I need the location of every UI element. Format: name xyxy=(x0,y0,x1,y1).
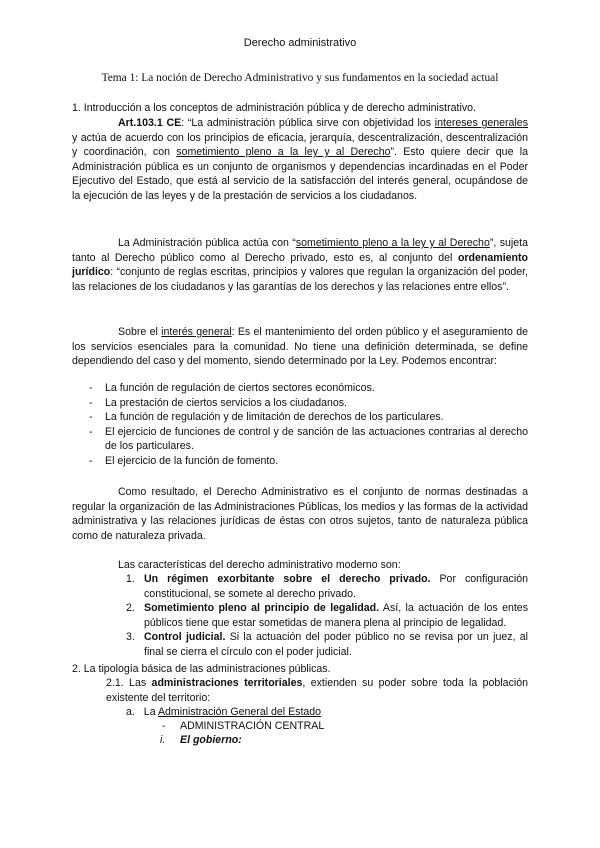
underline-age: Administración General del Estado xyxy=(157,706,322,718)
page-header: Derecho administrativo xyxy=(243,37,357,49)
item-a: a. La Administración General del Estado xyxy=(126,706,322,718)
page-title: Tema 1: La noción de Derecho Administrativo y sus fundamentos en la sociedad actual xyxy=(101,72,499,84)
article-reference: Art.103.1 CE xyxy=(118,117,182,129)
list-item: - La prestación de ciertos servicios a los ciudadanos. xyxy=(88,396,528,411)
paragraph-interes-general: Sobre el interés general: Es el mantenimiento del orden público y el aseguramiento de los servicios esenciales para la comunidad. No tiene una definición determinada, se define dependiendo del caso y del momento, siendo determinado por la Ley. Podemos encontrar: xyxy=(72,326,528,368)
section-1-heading: 1. Introducción a los conceptos de administración pública y de derecho administrativo. xyxy=(72,102,476,114)
item-i-gobierno: i. El gobierno: xyxy=(160,734,242,746)
paragraph-resultado: Como resultado, el Derecho Administrativo es el conjunto de normas destinadas a regular la organización de las Administraciones Públicas, los medios y las formas de la actividad administrativa y las relaciones jurídicas de éstas con otros sujetos, tanto de naturaleza pública como de naturaleza privada. xyxy=(72,486,528,542)
features-list xyxy=(126,572,528,660)
underline-sometimiento-2: sometimiento pleno a la ley y al Derecho xyxy=(295,237,490,249)
feature-item: 2. Sometimiento pleno al principio de legalidad. Así, la actuación de los entes públicos tiene que estar sometidas de manera plena al principio de legalidad. xyxy=(126,602,528,629)
list-item: - El ejercicio de funciones de control y de sanción de las actuaciones contrarias al derecho de los particulares. xyxy=(88,425,528,454)
bold-ordenamiento-juridico: ordenamiento jurídico xyxy=(72,251,528,279)
features-intro: Las características del derecho administrativo moderno son: xyxy=(118,559,401,571)
subsection-2-1: 2.1. Las administraciones territoriales, extienden su poder sobre toda la población existente del territorio: xyxy=(106,677,529,704)
section-2-heading: 2. La tipología básica de las administraciones públicas. xyxy=(72,663,331,675)
list-item: - El ejercicio de la función de fomento. xyxy=(88,454,528,469)
feature-item: 1. Un régimen exorbitante sobre el derecho privado. Por configuración constitucional, se somete al derecho privado. xyxy=(126,573,528,600)
underline-intereses-generales: intereses generales xyxy=(434,117,528,129)
list-item: - La función de regulación y de limitación de derechos de los particulares. xyxy=(88,410,528,425)
underline-interes-general: interés general xyxy=(161,326,232,338)
item-administracion-central: - ADMINISTRACIÓN CENTRAL xyxy=(162,720,325,732)
paragraph-administracion-publica: La Administración pública actúa con “sometimiento pleno a la ley y al Derecho”, sujeta tanto al Derecho público como al Derecho privado, esto es, al conjunto del ordenamiento jurídico: “conjunto de reglas escritas, principios y valores que regulan la organización del poder, las relaciones de los ciudadanos y las garantías de los derechos y las relaciones entre ellos”. xyxy=(72,237,528,293)
dash-marker: - xyxy=(162,720,166,732)
paragraph-art-103: Art.103.1 CE: “La administración pública sirve con objetividad los intereses generales y actúa de acuerdo con los principios de eficacia, jerarquía, descentralización, descentralización y coordinación, con sometimiento pleno a la ley y al Derecho”. Esto quiere decir que la Administración pública es un conjunto de organismos y dependencias incardinadas en el Poder Ejecutivo del Estado, que está al servicio de la satisfacción del interés general, ocupándose de la ejecución de las leyes y de la prestación de servicios a los ciudadanos. xyxy=(72,117,528,202)
feature-item: 3. Control judicial. Si la actuación del poder público no se revisa por un juez, al final se cierra el círculo con el poder judicial. xyxy=(126,631,529,658)
underline-sometimiento: sometimiento pleno a la ley y al Derecho xyxy=(176,146,391,159)
interes-general-list xyxy=(88,381,528,469)
list-item: - La función de regulación de ciertos sectores económicos. xyxy=(88,381,528,396)
